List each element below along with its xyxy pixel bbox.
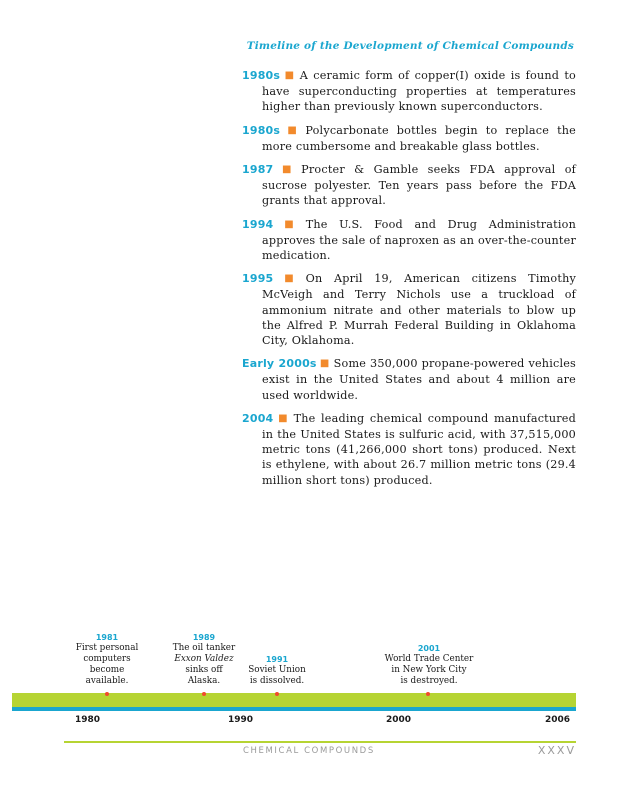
entry-year: 1980s bbox=[242, 69, 281, 82]
timeline-event-1991 bbox=[237, 654, 317, 687]
event-text: sinks off bbox=[185, 665, 223, 675]
entry-year: 1995 bbox=[242, 272, 274, 286]
event-year: 1991 bbox=[265, 655, 289, 664]
entry-text: Procter & Gamble seeks FDA approval of sucrose polyester. Ten years pass before the FDA grants that approval. bbox=[262, 163, 576, 208]
event-text: First personal bbox=[75, 643, 139, 653]
event-text: is dissolved. bbox=[249, 676, 305, 686]
event-text: Soviet Union bbox=[248, 665, 306, 675]
axis-label: 2006 bbox=[545, 715, 571, 725]
page-number: XXXV bbox=[537, 744, 576, 757]
entry bbox=[242, 162, 576, 209]
entry bbox=[242, 123, 576, 154]
axis-label: 1980 bbox=[75, 715, 101, 725]
timeline-marker-1989 bbox=[202, 692, 206, 696]
event-year: 1989 bbox=[192, 633, 216, 642]
timeline-event-2001 bbox=[374, 643, 484, 687]
timeline-marker-1991 bbox=[275, 692, 279, 696]
entry-list bbox=[242, 68, 576, 496]
running-head: Timeline of the Development of Chemical Compounds bbox=[246, 40, 574, 52]
event-text: Alaska. bbox=[187, 676, 221, 686]
bullet-icon: ■ bbox=[319, 358, 330, 370]
bullet-icon: ■ bbox=[283, 70, 296, 81]
timeline-event-1989 bbox=[164, 632, 244, 687]
event-text-italic: Exxon Valdez bbox=[174, 654, 234, 664]
event-text: in New York City bbox=[391, 665, 467, 675]
footer-title: CHEMICAL COMPOUNDS bbox=[243, 746, 375, 756]
timeline-band bbox=[12, 693, 576, 707]
entry-year: 1994 bbox=[242, 217, 274, 231]
axis-label: 2000 bbox=[386, 715, 412, 725]
bullet-icon: ■ bbox=[276, 273, 302, 285]
timeline-marker-1981 bbox=[105, 692, 109, 696]
entry-year: 2004 bbox=[242, 411, 274, 425]
footer-rule bbox=[64, 741, 576, 743]
bullet-icon: ■ bbox=[276, 218, 302, 230]
entry bbox=[242, 271, 576, 348]
entry-text: Some 350,000 propane-powered vehicles exist in the United States and about 4 million are used worldwide. bbox=[262, 357, 576, 402]
event-year: 2001 bbox=[417, 644, 441, 653]
event-text: is destroyed. bbox=[400, 676, 458, 686]
timeline-marker-2001 bbox=[426, 692, 430, 696]
entry-text: The leading chemical compound manufactured in the United States is sulfuric acid, with 37,515,000 metric tons (41,266,000 short tons) produced. Next is ethylene, with about 26.7 million metric tons (29.4 million short tons) produced. bbox=[262, 411, 576, 487]
timeline-event-1981 bbox=[67, 632, 147, 687]
event-text: World Trade Center bbox=[384, 654, 474, 664]
entry bbox=[242, 217, 576, 264]
entry-year: Early 2000s bbox=[242, 357, 317, 371]
entry-text: The U.S. Food and Drug Administration approves the sale of naproxen as an over-the-counter medication. bbox=[262, 217, 576, 263]
axis-label: 1990 bbox=[228, 715, 254, 725]
entry bbox=[242, 356, 576, 403]
event-year: 1981 bbox=[95, 633, 119, 642]
entry-text: Polycarbonate bottles begin to replace the more cumbersome and breakable glass bottles. bbox=[262, 123, 577, 153]
event-text: become bbox=[89, 665, 125, 675]
entry-year: 1980s bbox=[242, 123, 281, 137]
event-text: available. bbox=[85, 676, 129, 686]
event-text: The oil tanker bbox=[172, 643, 236, 653]
timeline-baseline bbox=[12, 707, 576, 711]
bullet-icon: ■ bbox=[276, 412, 290, 424]
bullet-icon: ■ bbox=[276, 164, 298, 176]
bullet-icon: ■ bbox=[283, 124, 302, 136]
entry-year: 1987 bbox=[242, 163, 274, 177]
event-text: computers bbox=[83, 654, 131, 664]
entry bbox=[242, 68, 576, 115]
entry-text: On April 19, American citizens Timothy McVeigh and Terry Nichols use a truckload of ammonium nitrate and other materials to blow up the Alfred P. Murrah Federal Building in Oklahoma City, Oklahoma. bbox=[262, 272, 576, 348]
entry bbox=[242, 411, 576, 488]
entry-text: A ceramic form of copper(I) oxide is found to have superconducting properties at temperatures higher than previously known superconductors. bbox=[262, 69, 576, 114]
